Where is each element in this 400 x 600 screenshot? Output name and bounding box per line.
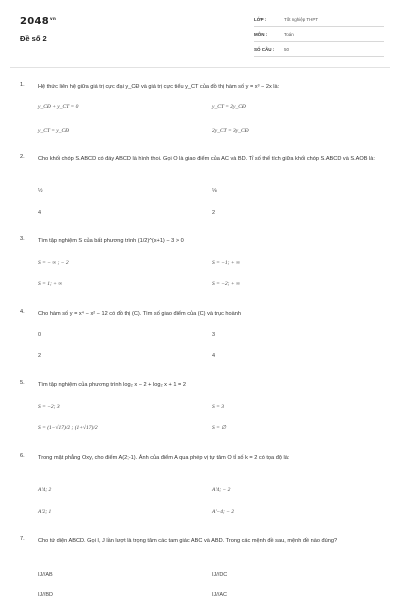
answer-option-a[interactable]: A'4; 2 (38, 487, 52, 493)
exam-meta (254, 15, 384, 60)
exam-title: Đề số 2 (20, 34, 47, 43)
question-number: 7. (20, 536, 25, 542)
answer-option-c[interactable]: 2 (38, 353, 42, 359)
question-text: Tìm tập nghiệm của phương trình log₂ x − 2 + log₂ x + 1 = 2 (38, 382, 186, 388)
header-divider (10, 67, 390, 68)
answer-option-b[interactable]: 3 (212, 332, 216, 338)
meta-value: Toán (284, 32, 294, 37)
answer-option-b[interactable]: y_CT = 2y_CĐ (212, 104, 246, 110)
answer-option-d[interactable]: IJ//AC (212, 592, 227, 598)
answer-option-a[interactable]: S = − ∞ ; − 2 (38, 260, 69, 266)
answer-option-b[interactable]: S = −1; + ∞ (212, 260, 240, 266)
question-text: Cho hàm số y = x⁴ − x² − 12 có đồ thị (C). Tìm số giao điểm của (C) và trục hoành (38, 311, 241, 317)
question-number: 3. (20, 236, 25, 242)
answer-option-d[interactable]: 4 (212, 353, 216, 359)
answer-option-d[interactable]: S = ∅ (212, 425, 227, 431)
question-text: Tìm tập nghiệm S của bất phương trình (1/2)^(x+1) − 3 > 0 (38, 238, 184, 244)
logo-text: 2048 (20, 16, 50, 27)
answer-option-b[interactable]: S = 3 (212, 404, 224, 410)
answer-option-b[interactable]: A'4; − 2 (212, 487, 231, 493)
answer-option-c[interactable]: IJ//BD (38, 592, 53, 598)
meta-value: 50 (284, 47, 290, 52)
answer-option-d[interactable]: S = −2; + ∞ (212, 281, 240, 287)
meta-label: MÔN : (254, 32, 268, 37)
question-text: Trong mặt phẳng Oxy, cho điểm A(2;-1). Ảnh của điểm A qua phép vị tự tâm O tỉ số k = 2 có tọa độ là: (38, 455, 290, 461)
answer-option-d[interactable]: 2y_CT = 3y_CĐ (212, 128, 249, 134)
meta-value: Tốt nghiệp THPT (284, 17, 319, 22)
answer-option-d[interactable]: A'−4; − 2 (212, 509, 235, 515)
question-number: 4. (20, 309, 25, 315)
answer-option-c[interactable]: S = 1; + ∞ (38, 281, 63, 287)
question-number: 2. (20, 154, 25, 160)
answer-option-c[interactable]: 4 (38, 210, 42, 216)
meta-label: SỐ CÂU : (254, 47, 275, 52)
site-logo (20, 16, 56, 27)
answer-option-c[interactable]: A'2; 1 (38, 509, 52, 515)
question-number: 6. (20, 453, 25, 459)
answer-option-a[interactable]: S = −2; 3 (38, 404, 60, 410)
meta-row-question-count (254, 45, 384, 57)
answer-option-b[interactable]: IJ//DC (212, 572, 228, 578)
answer-option-a[interactable]: 0 (38, 332, 42, 338)
answer-option-a[interactable]: IJ//AB (38, 572, 53, 578)
question-text: Cho khối chóp S.ABCD có đáy ABCD là hình thoi. Gọi O là giao điểm của AC và BD. Tỉ số thể tích giữa khối chóp S.ABCD và S.AOB là: (38, 156, 375, 162)
answer-option-c[interactable]: S = (1−√17)/2 ; (1+√17)/2 (38, 425, 98, 431)
meta-row-subject (254, 30, 384, 42)
answer-option-a[interactable]: y_CĐ + y_CT = 0 (38, 104, 79, 110)
question-text: Cho tứ diện ABCD. Gọi I, J lần lượt là trọng tâm các tam giác ABC và ABD. Trong các mệnh đề sau, mệnh đề nào đúng? (38, 538, 338, 544)
answer-option-b[interactable]: ⅛ (212, 188, 217, 194)
question-number: 1. (20, 82, 25, 88)
logo-superscript: vn (50, 16, 57, 21)
meta-label: LỚP : (254, 17, 267, 22)
answer-option-a[interactable]: ½ (38, 188, 43, 194)
exam-header (0, 0, 400, 70)
answer-option-d[interactable]: 2 (212, 210, 216, 216)
question-text: Hệ thức liên hệ giữa giá trị cực đại y_CĐ và giá trị cực tiểu y_CT của đồ thị hàm số y = x³ − 2x là: (38, 84, 280, 90)
answer-option-c[interactable]: y_CT = y_CĐ (38, 128, 70, 134)
question-number: 5. (20, 380, 25, 386)
meta-row-class (254, 15, 384, 27)
